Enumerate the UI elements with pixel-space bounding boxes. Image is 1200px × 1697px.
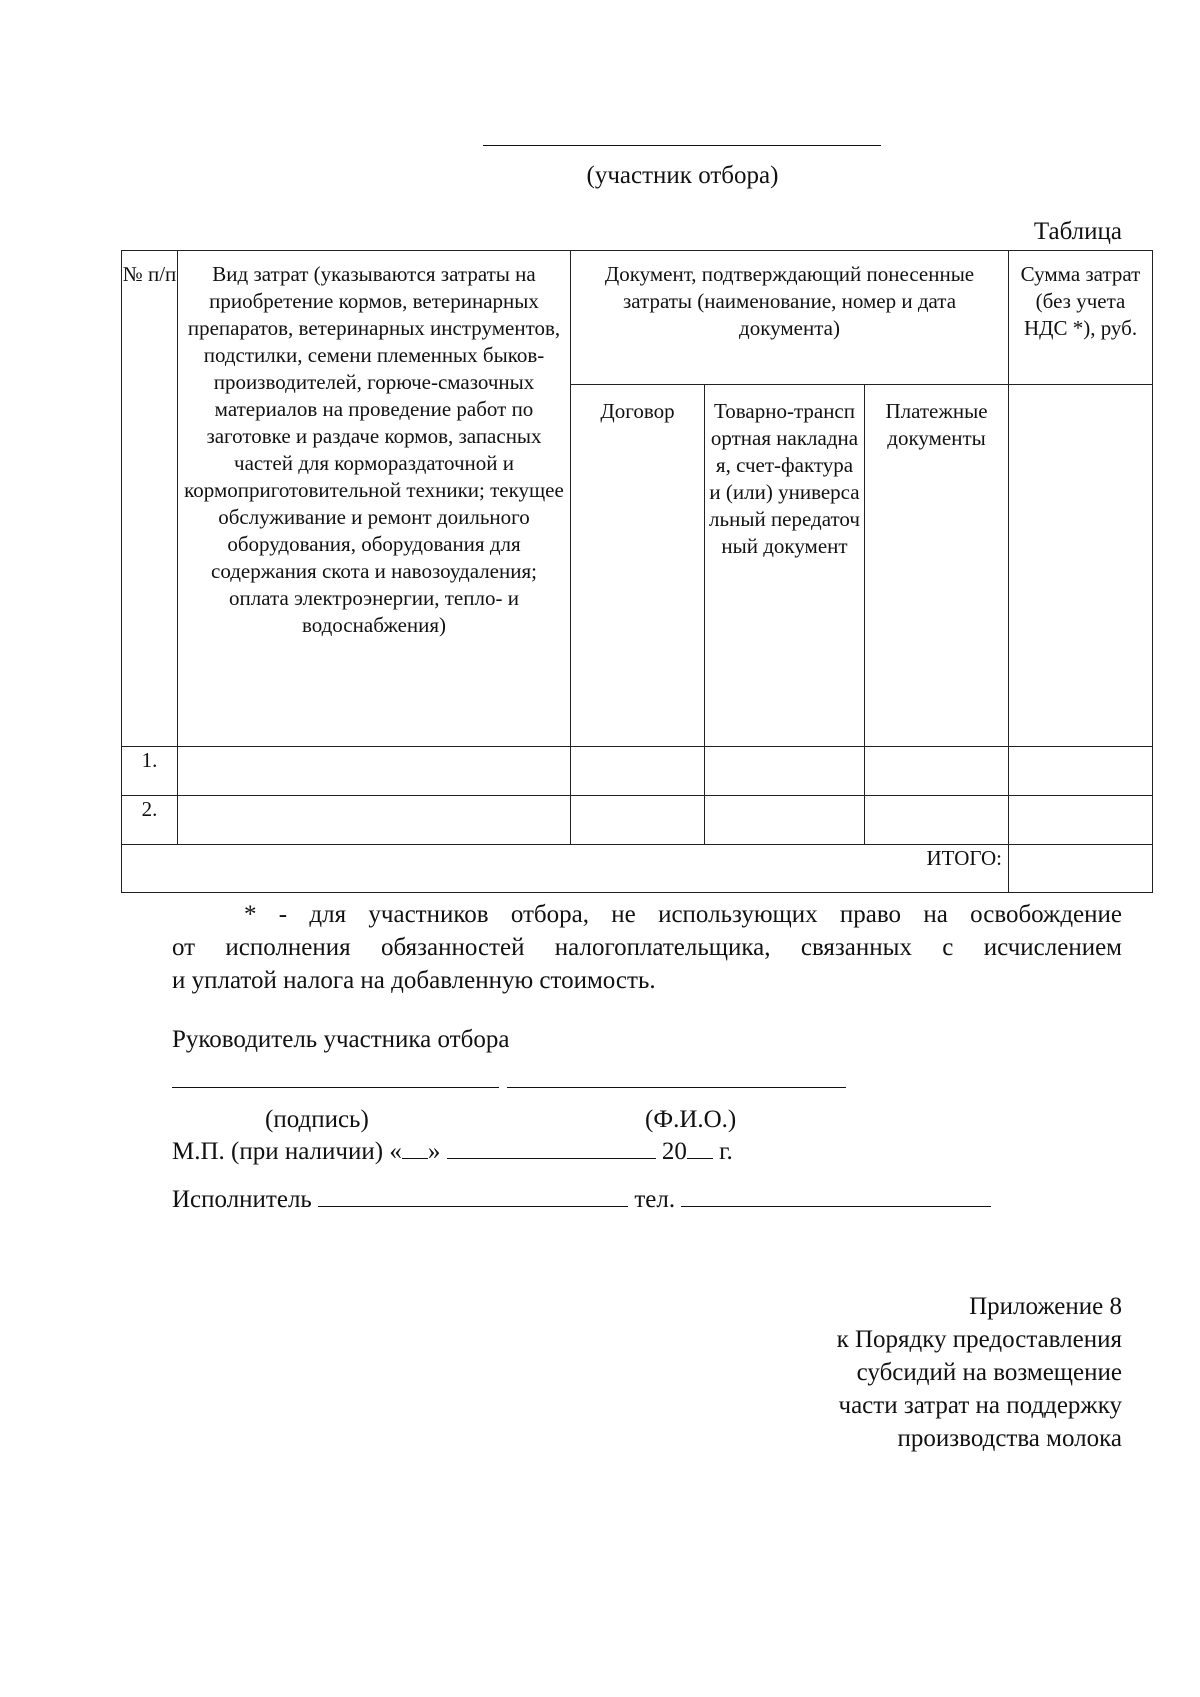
total-sum-cell[interactable] — [1009, 845, 1153, 893]
participant-caption: (участник отбора) — [586, 162, 779, 189]
footnote-line-3: и уплатой налога на добавленную стоимость. — [172, 967, 656, 994]
stamp-prefix: М.П. (при наличии) « — [172, 1138, 402, 1165]
invoice-cell[interactable] — [705, 796, 865, 845]
header-document-text: Документ, подтверждающий понесенные затраты (наименование, номер и дата документа) — [604, 262, 975, 340]
total-label: ИТОГО: — [122, 845, 1009, 893]
total-row — [122, 845, 1153, 893]
executor-blank[interactable] — [318, 1186, 628, 1207]
sum-cell[interactable] — [1009, 796, 1153, 845]
header-payment: Платежные документы — [865, 385, 1009, 747]
header-number: № п/п — [122, 251, 178, 747]
fio-line[interactable] — [507, 1087, 846, 1088]
costs-table — [121, 250, 1153, 893]
header-sum-empty — [1009, 385, 1153, 747]
signature-line[interactable] — [172, 1087, 499, 1088]
executor-line — [172, 1186, 991, 1214]
head-label: Руководитель участника отбора — [172, 1026, 510, 1053]
vat-footnote — [172, 898, 1122, 997]
year-prefix: 20 — [661, 1138, 687, 1165]
appendix-line-3: субсидий на возмещение — [856, 1359, 1122, 1386]
header-cost-type: Вид затрат (указываются затраты на приобретение кормов, ветеринарных препаратов, ветеринарных инструментов, подстилки, семени племенных быков-производителей, горюче-смазочных материалов на проведение работ по заготовке и раздаче кормов, запасных частей для кормораздаточной и кормоприготовительной техники; текущее обслуживание и ремонт доильного оборудования, оборудования для содержания скота и навозоудаления; оплата электроэнергии, тепло- и водоснабжения) — [178, 251, 571, 747]
row-number: 1. — [122, 747, 178, 796]
phone-blank[interactable] — [681, 1186, 991, 1207]
cost-type-cell[interactable] — [178, 747, 571, 796]
phone-label: тел. — [634, 1186, 676, 1213]
year-blank[interactable] — [687, 1138, 713, 1159]
contract-cell[interactable] — [571, 796, 705, 845]
header-sum-text: Сумма затрат (без учета НДС *), руб. — [1020, 262, 1141, 340]
footnote-line-1: * - для участников отбора, не использующих право на освобождение — [244, 901, 1122, 928]
table-row — [122, 796, 1153, 845]
appendix-line-4: части затрат на поддержку — [838, 1392, 1122, 1419]
executor-label: Исполнитель — [172, 1186, 312, 1213]
day-blank[interactable] — [402, 1138, 428, 1159]
appendix-line-1: Приложение 8 — [969, 1293, 1122, 1320]
year-suffix: г. — [719, 1138, 733, 1165]
quote-close: » — [427, 1138, 441, 1165]
header-invoice-text: Товарно-транспортная накладная, счет-фактура и (или) универсальный передаточный документ — [709, 399, 860, 558]
payment-cell[interactable] — [865, 747, 1009, 796]
month-blank[interactable] — [447, 1138, 656, 1159]
header-contract: Договор — [571, 385, 705, 747]
cost-type-cell[interactable] — [178, 796, 571, 845]
contract-cell[interactable] — [571, 747, 705, 796]
payment-cell[interactable] — [865, 796, 1009, 845]
header-document — [571, 251, 1009, 385]
table-row — [122, 747, 1153, 796]
participant-name-line — [483, 145, 881, 146]
appendix-note — [760, 1290, 1122, 1455]
sum-cell[interactable] — [1009, 747, 1153, 796]
footnote-line-2: от исполнения обязанностей налогоплательщика, связанных с исчислением — [172, 934, 1122, 961]
header-sum — [1009, 251, 1153, 385]
signature-caption: (подпись) — [265, 1106, 369, 1133]
stamp-date-line — [172, 1138, 733, 1166]
header-invoice — [705, 385, 865, 747]
fio-caption: (Ф.И.О.) — [645, 1106, 737, 1133]
appendix-line-2: к Порядку предоставления — [836, 1326, 1122, 1353]
appendix-line-5: производства молока — [897, 1425, 1122, 1452]
row-number: 2. — [122, 796, 178, 845]
table-label: Таблица — [1033, 218, 1122, 245]
invoice-cell[interactable] — [705, 747, 865, 796]
